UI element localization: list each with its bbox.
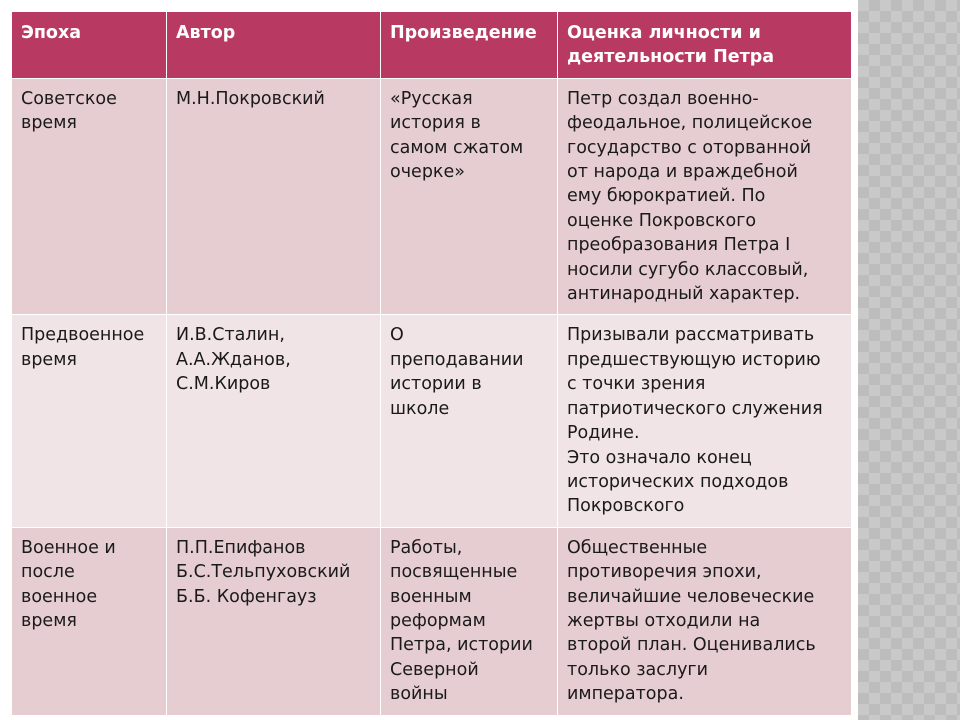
header-era: Эпоха	[12, 12, 167, 79]
header-work: Произведение	[381, 12, 558, 79]
header-author: Автор	[167, 12, 381, 79]
cell-author: И.В.Сталин, А.А.Жданов, С.М.Киров	[167, 315, 381, 527]
cell-work: Работы, посвященные военным реформам Петра, истории Северной войны	[381, 527, 558, 715]
cell-assessment: Призывали рассматривать предшествующую историю с точки зрения патриотического служения Родине. Это означало конец исторических подходов Покровского	[558, 315, 852, 527]
cell-author: П.П.Епифанов Б.С.Тельпуховский Б.Б. Кофенгауз	[167, 527, 381, 715]
table-row	[12, 527, 852, 715]
decorative-side-pattern	[858, 0, 960, 720]
table-header-row	[12, 12, 852, 79]
cell-author: М.Н.Покровский	[167, 78, 381, 315]
header-assessment: Оценка личности и деятельности Петра	[558, 12, 852, 79]
cell-era: Предвоенное время	[12, 315, 167, 527]
history-assessment-table	[11, 11, 852, 716]
table-row	[12, 78, 852, 315]
cell-assessment: Общественные противоречия эпохи, величайшие человеческие жертвы отходили на второй план. Оценивались только заслуги императора.	[558, 527, 852, 715]
cell-work: О преподавании истории в школе	[381, 315, 558, 527]
cell-assessment: Петр создал военно- феодальное, полицейское государство с оторванной от народа и враждебной ему бюрократией. По оценке Покровского преобразования Петра I носили сугубо классовый, антинародный характер.	[558, 78, 852, 315]
table-row	[12, 315, 852, 527]
cell-era: Советское время	[12, 78, 167, 315]
cell-era: Военное и после военное время	[12, 527, 167, 715]
cell-work: «Русская история в самом сжатом очерке»	[381, 78, 558, 315]
